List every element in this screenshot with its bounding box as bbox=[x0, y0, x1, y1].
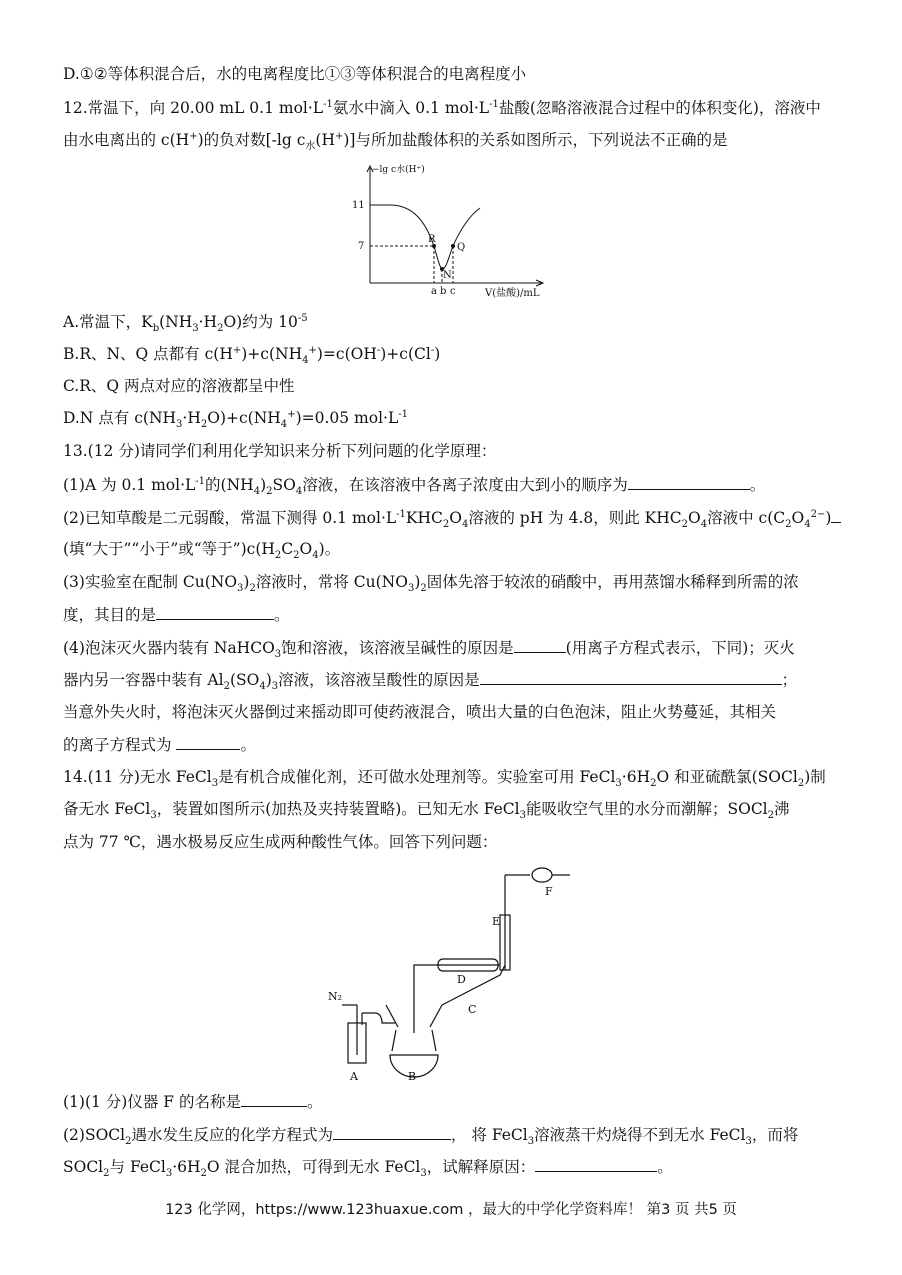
q12-option-a: A.常温下，$K_b(NH_3\cdot H_2O)$约为 $10^{-5}$ bbox=[63, 312, 308, 335]
q14-part2-line2: SOCl$_2$与 $FeCl_3\cdot 6H_2O$ 混合加热，可得到无水 FeCl$_3$，试解释原因： 。 bbox=[63, 1158, 673, 1180]
q13-part2-line2: (填“大于”“小于”或“等于$”)c(H_2C_2O_4)$。 bbox=[63, 540, 341, 562]
label-d: D bbox=[457, 973, 466, 986]
q14-part1: (1)(1 分)仪器 F 的名称是 。 bbox=[63, 1093, 323, 1111]
answer-blank[interactable] bbox=[514, 637, 566, 653]
graph-tick-11: 11 bbox=[352, 200, 365, 211]
q14-part2-line1: (2)SOCl$_2$遇水发生反应的化学方程式为 ， 将 FeCl$_3$溶液蒸干灼烧得不到无水 FeCl$_3$，而将 bbox=[63, 1126, 799, 1148]
drying-tube-f bbox=[532, 868, 552, 882]
q12-option-c: C.R、Q 两点对应的溶液都呈中性 bbox=[63, 377, 295, 395]
q14-stem-line3: 点为 77 ℃，遇水极易反应生成两种酸性气体。回答下列问题： bbox=[63, 833, 498, 851]
q14-stem-line1: 14.(11 分)无水 FeCl$_3$是有机合成催化剂，还可做水处理剂等。实验室可用 $FeCl_3\cdot 6H_2O$ 和亚硫酰氯(SOCl$_2$)制 bbox=[63, 768, 826, 790]
graph-xtick-c: c bbox=[450, 286, 456, 297]
q13-part2-line1: (2)已知草酸是二元弱酸，常温下测得 0.1 $mol\cdot L^{-1}KHC_2O_4$溶液的 pH 为 4.8，则此 $KHC_2O_4$溶液中 $c(C_2O_4^{2-})$ bbox=[63, 507, 841, 528]
q13-part4-line3: 当意外失火时，将泡沫灭火器倒过来摇动即可使药液混合，喷出大量的白色泡沫，阻止火势蔓延，其相关 bbox=[63, 703, 777, 721]
answer-blank[interactable] bbox=[333, 1124, 451, 1140]
answer-blank[interactable] bbox=[176, 734, 240, 750]
q13-part3-line2: 度，其目的是 。 bbox=[63, 606, 290, 624]
graph-ylabel: −lg c水(H⁺) bbox=[372, 165, 425, 175]
graph-curve bbox=[370, 205, 480, 269]
graph-label-q: Q bbox=[457, 242, 466, 253]
graph-point-q bbox=[451, 244, 455, 248]
q12-stem-line1: 12.常温下，向 20.00 mL 0.1 $mol\cdot L^{-1}$氨水中滴入 0.1 $mol\cdot L^{-1}$盐酸(忽略溶液混合过程中的体积变化)，溶液中 bbox=[63, 98, 821, 117]
graph-tick-7: 7 bbox=[358, 241, 365, 252]
graph-label-r: R bbox=[428, 234, 436, 245]
q12-option-d: D.N 点有 $c(NH_3\cdot H_2O)+c(NH_4^+)=0.05$ $mol\cdot L^{-1}$ bbox=[63, 408, 408, 431]
label-c: C bbox=[468, 1003, 477, 1016]
q13-part4-line2: 器内另一容器中装有 $Al_2(SO_4)_3$溶液，该溶液呈酸性的原因是 ； bbox=[63, 671, 798, 693]
q13-part3-line1: (3)实验室在配制 $Cu(NO_3)_2$溶液时，常将 $Cu(NO_3)_2$固体先溶于较浓的硝酸中，再用蒸馏水稀释到所需的浓 bbox=[63, 573, 799, 595]
answer-blank[interactable] bbox=[156, 604, 274, 620]
q12-stem-line2: 由水电离出的 c(H+)的负对数[-lg $c_水(H^+)$]与所加盐酸体积的关系如图所示，下列说法不正确的是 bbox=[63, 130, 728, 153]
q14-apparatus bbox=[320, 855, 580, 1085]
label-a: A bbox=[350, 1070, 358, 1083]
label-b: B bbox=[408, 1070, 417, 1083]
graph-xtick-b: b bbox=[440, 286, 447, 297]
label-n2: N₂ bbox=[328, 990, 343, 1003]
answer-blank[interactable] bbox=[241, 1091, 307, 1107]
answer-blank[interactable] bbox=[535, 1156, 657, 1172]
q13-part4-line1: (4)泡沫灭火器内装有 NaHCO$_3$饱和溶液，该溶液呈碱性的原因是 (用离子方程式表示，下同)；灭火 bbox=[63, 639, 795, 661]
q13-part1: (1)A 为 0.1 $mol\cdot L^{-1}$的$(NH_4)_2SO_4$溶液，在该溶液中各离子浓度由大到小的顺序为 。 bbox=[63, 475, 766, 498]
graph-xtick-a: a bbox=[431, 286, 437, 297]
label-e: E bbox=[492, 915, 501, 928]
answer-blank[interactable] bbox=[628, 474, 750, 490]
page-footer: 123 化学网，https://www.123huaxue.com ，最大的中学化学资料库！ 第3 页 共5 页 bbox=[165, 1202, 737, 1218]
q11-option-d: D.①②等体积混合后，水的电离程度比①③等体积混合的电离程度小 bbox=[63, 65, 527, 83]
answer-blank[interactable] bbox=[480, 669, 782, 685]
q12-graph bbox=[330, 160, 560, 300]
q13-part4-line4: 的离子方程式为 。 bbox=[63, 736, 256, 754]
q12-option-b: B.R、N、Q 点都有 $c(H^+)+c(NH_4^+)=c(OH^-)+c(Cl^-)$ bbox=[63, 344, 441, 367]
q14-stem-line2: 备无水 FeCl$_3$，装置如图所示(加热及夹持装置略)。已知无水 FeCl$_3$能吸收空气里的水分而潮解；SOCl$_2$沸 bbox=[63, 800, 790, 822]
answer-blank[interactable] bbox=[831, 507, 841, 523]
label-f: F bbox=[545, 885, 553, 898]
graph-label-n: N bbox=[443, 270, 452, 281]
graph-xlabel: V(盐酸)/mL bbox=[485, 288, 540, 299]
q13-stem: 13.(12 分)请同学们利用化学知识来分析下列问题的化学原理： bbox=[63, 442, 497, 460]
